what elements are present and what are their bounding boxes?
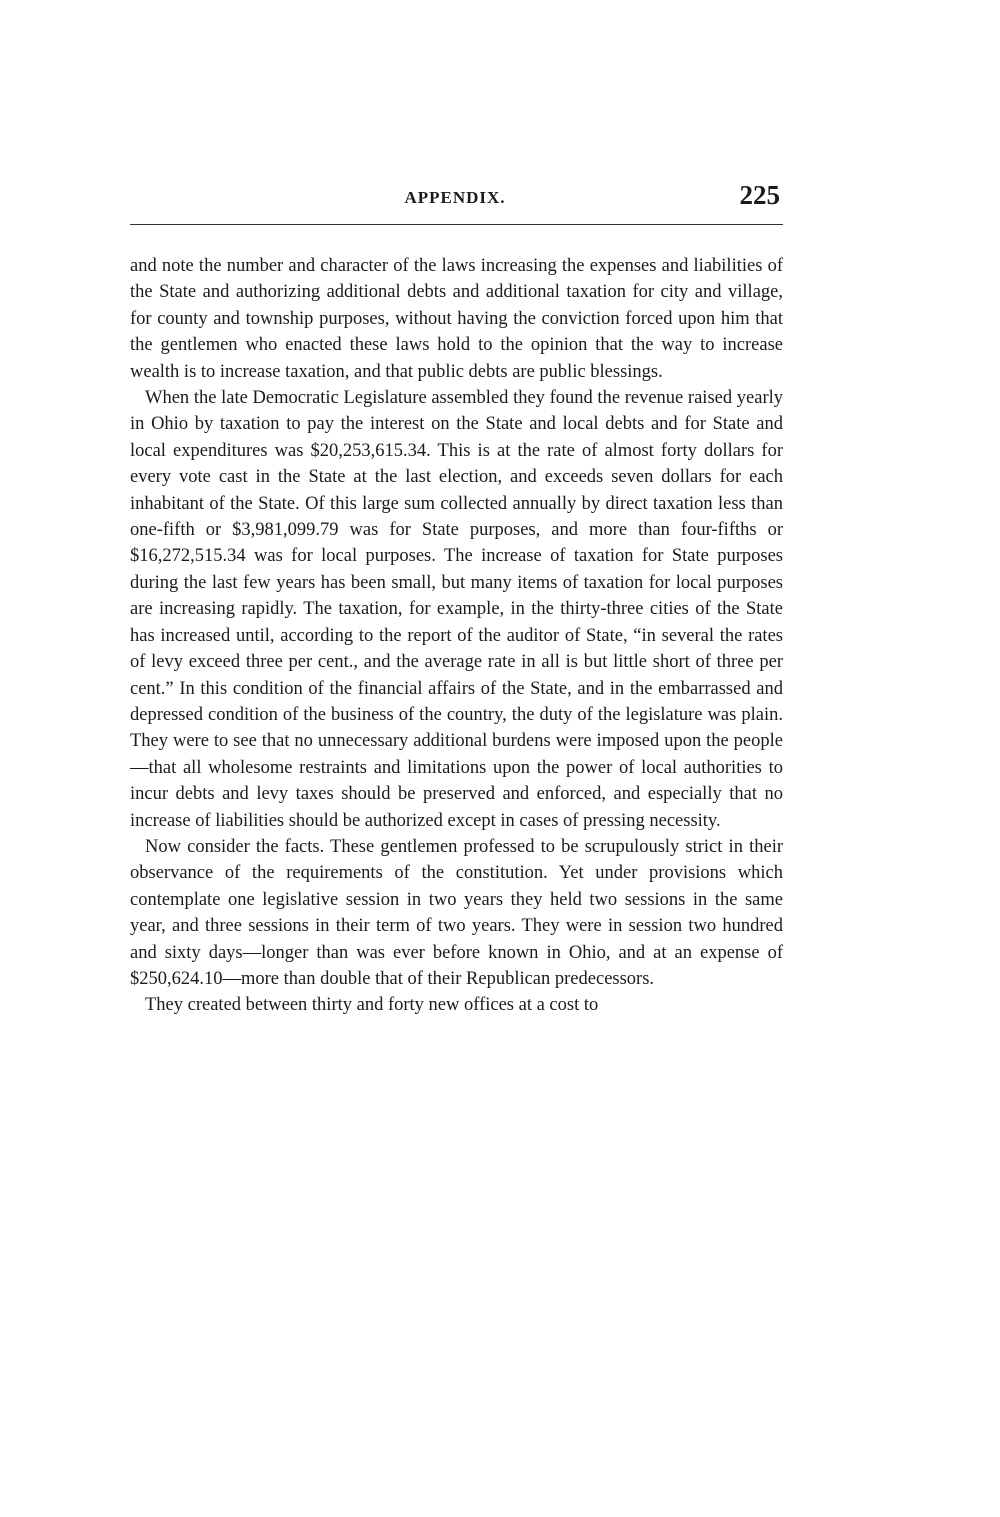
header-rule	[130, 224, 783, 225]
paragraph-legislature-revenue: When the late Democratic Legislature assembled they found the revenue raised yearly in Ohio by taxation to pay the interest on the State and local debts and for State and local expenditures was $20,253,615.34. This is at the rate of almost forty dollars for every vote cast in the State at the last election, and exceeds seven dollars for each inhabitant of the State. Of this large sum collected annually by direct taxation less than one-fifth or $3,981,099.79 was for State purposes, and more than four-fifths or $16,272,515.34 was for local purposes. The increase of taxation for State purposes during the last few years has been small, but many items of taxation for local purposes are increasing rapidly. The taxation, for example, in the thirty-three cities of the State has increased until, according to the report of the auditor of State, “in several the rates of levy exceed three per cent., and the average rate in all is but little short of three per cent.” In this condition of the financial affairs of the State, and in the embarrassed and depressed condition of the business of the country, the duty of the legislature was plain. They were to see that no unnecessary additional burdens were imposed upon the people—that all wholesome restraints and limitations upon the power of local authorities to incur debts and levy taxes should be preserved and enforced, and especially that no increase of liabilities should be authorized except in cases of pressing necessity.	[130, 388, 783, 831]
running-head: APPENDIX.	[404, 188, 506, 207]
body-text	[130, 253, 783, 1019]
paragraph-new-offices: They created between thirty and forty new offices at a cost to	[145, 995, 599, 1016]
paragraph-continuation: and note the number and character of the laws increasing the expenses and liabilities of the State and authorizing additional debts and additional taxation for city and village, for county and township purposes, without having the conviction forced upon him that the gentlemen who enacted these laws hold to the opinion that the way to increase wealth is to increase taxation, and that public debts are public blessings.	[130, 256, 783, 382]
paragraph-consider-facts: Now consider the facts. These gentlemen professed to be scrupulously strict in their observance of the requirements of the constitution. Yet under provisions which contemplate one legislative session in two years they held two sessions in the same year, and three sessions in their term of two years. They were in session two hundred and sixty days—longer than was ever before known in Ohio, and at an expense of $250,624.10—more than double that of their Republican predecessors.	[130, 836, 783, 989]
page-number: 225	[739, 180, 780, 210]
page-header	[130, 180, 780, 218]
